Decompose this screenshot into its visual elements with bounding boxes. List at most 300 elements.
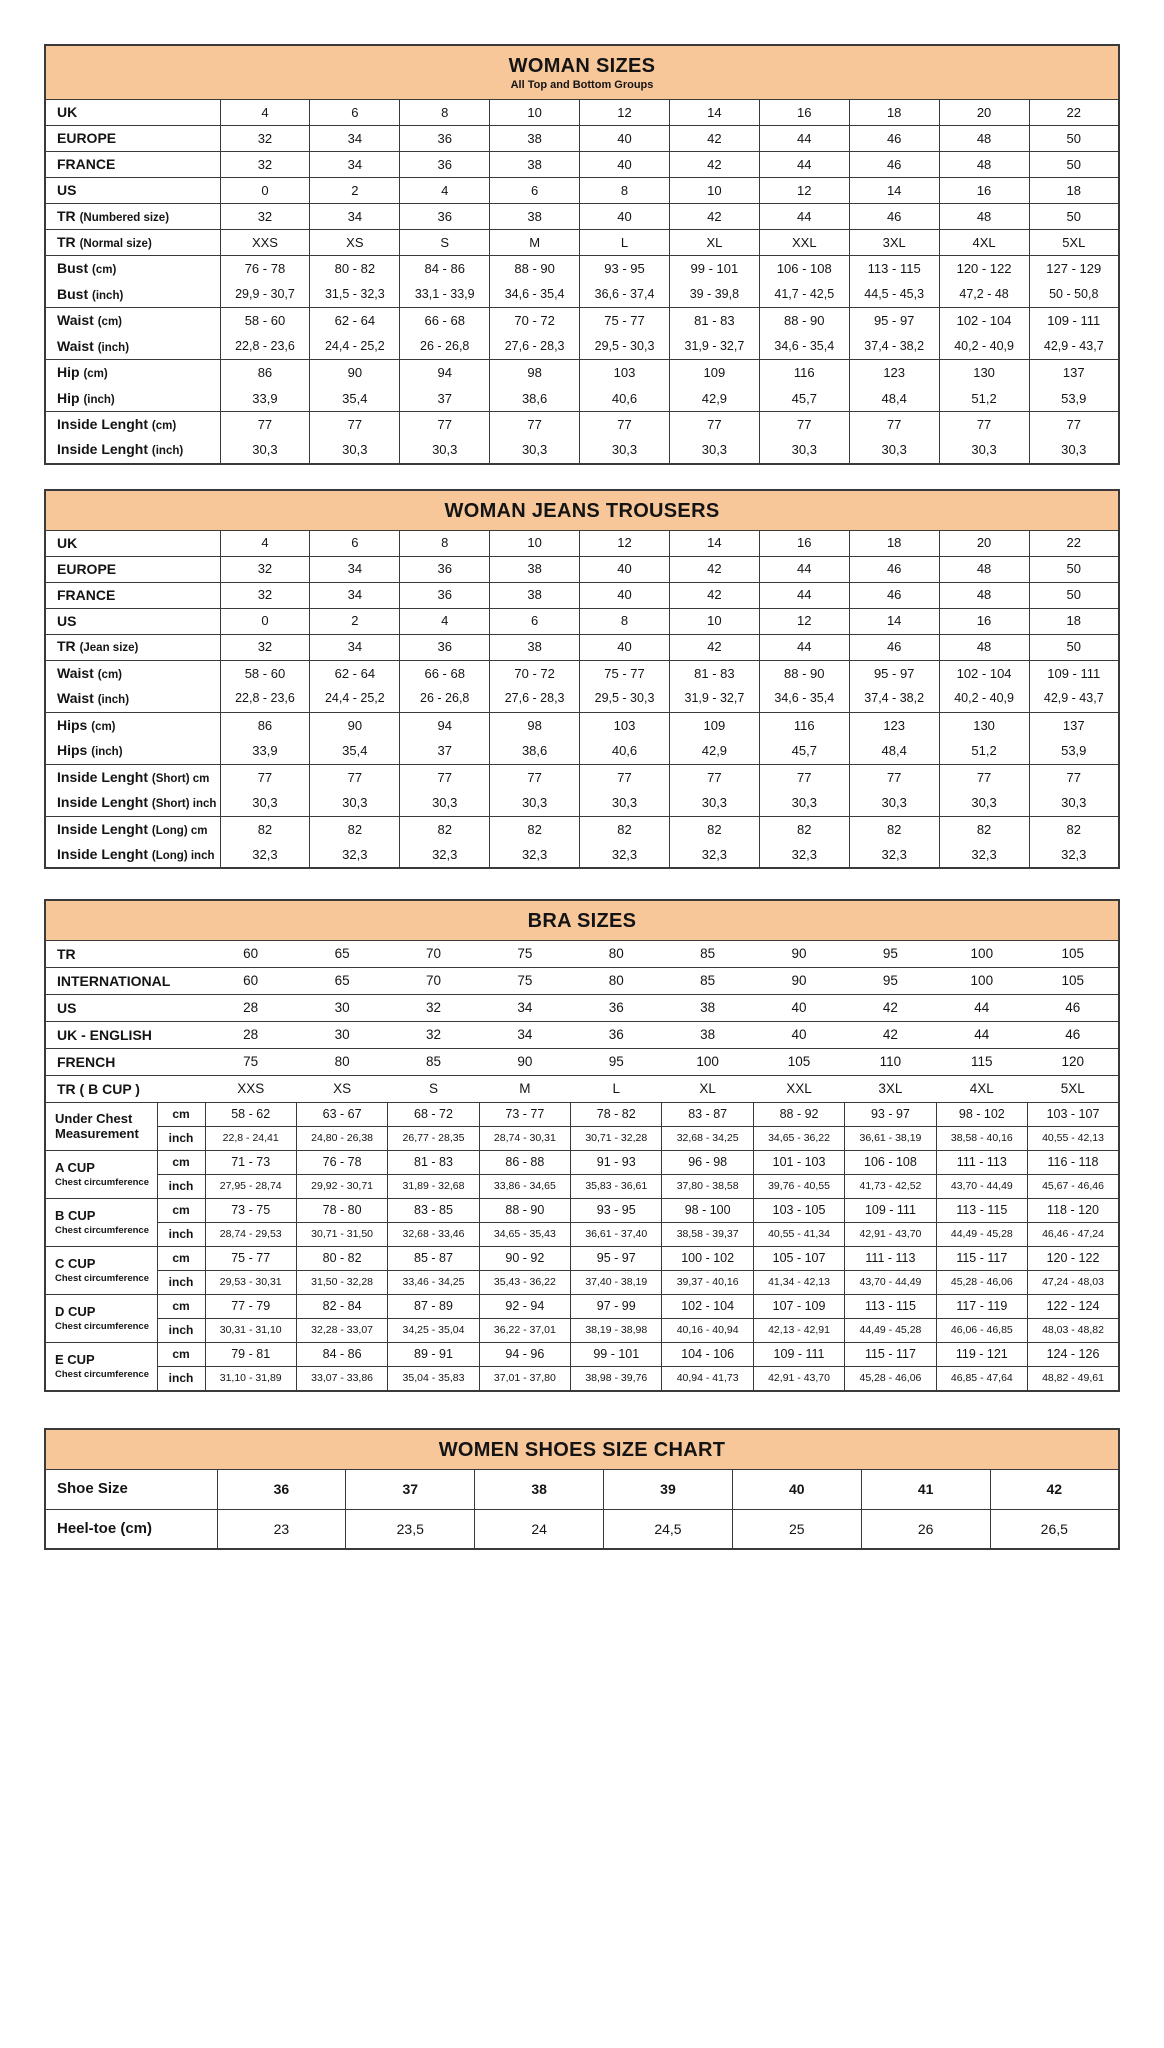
row-label: INTERNATIONAL [57, 972, 171, 989]
value-cell: 82 [310, 816, 400, 842]
value-cell: 103 - 107 [1028, 1103, 1119, 1127]
value-cell: 60 [243, 946, 259, 962]
row-label-text: Hip [57, 389, 84, 406]
row-label: EUROPE [45, 556, 220, 582]
value-cell: 37 [400, 738, 490, 764]
cup-label [45, 1103, 157, 1151]
value-cell: 35,4 [310, 386, 400, 412]
value-cell: 38,6 [490, 738, 580, 764]
value-cell: 90 [310, 712, 400, 738]
value-cell: 30,3 [220, 438, 310, 464]
value-cell: 32 [220, 556, 310, 582]
value-cell: 80 [334, 1054, 350, 1070]
cup-label [45, 1199, 157, 1247]
value-cell: 27,95 - 28,74 [205, 1175, 296, 1199]
value-cell: 36 [400, 582, 490, 608]
value-cell: 40 [791, 1000, 807, 1016]
table-row [45, 1509, 1119, 1549]
cup-name: C CUP [55, 1256, 96, 1272]
value-cell: 53,9 [1029, 738, 1119, 764]
value-cell: 30,3 [490, 790, 580, 816]
value-cell: 14 [669, 100, 759, 126]
table-row [45, 1103, 1119, 1127]
cup-sublabel: Chest circumference [55, 1224, 149, 1236]
value-cell: 115 - 117 [845, 1343, 936, 1367]
value-cell: 39,76 - 40,55 [753, 1175, 844, 1199]
table-row [45, 1367, 1119, 1391]
table-row [45, 712, 1119, 738]
value-cell: 40,6 [580, 386, 670, 412]
row-label [45, 334, 220, 360]
table-row [45, 1247, 1119, 1271]
value-cell: 77 [400, 412, 490, 438]
value-cell: 38 [490, 634, 580, 660]
value-cell: 77 [310, 412, 400, 438]
value-cell: 16 [939, 608, 1029, 634]
value-cell: 102 - 104 [939, 660, 1029, 686]
value-cell: 44 [759, 152, 849, 178]
value-cell: 77 [849, 412, 939, 438]
row-label-note: (Numbered size) [79, 211, 170, 224]
value-cell: 22 [1029, 100, 1119, 126]
value-cell: 77 [669, 412, 759, 438]
value-cell: 48,4 [849, 738, 939, 764]
value-cell: 42 [669, 582, 759, 608]
value-cell: 45,7 [759, 738, 849, 764]
row-label-note: (inch) [83, 393, 115, 406]
table-row [45, 1199, 1119, 1223]
value-cell: 110 [879, 1054, 902, 1070]
value-cell: 33,9 [220, 738, 310, 764]
value-cell: 30,3 [1029, 438, 1119, 464]
value-cell: 30,71 - 32,28 [571, 1127, 662, 1151]
value-cell: 77 [759, 412, 849, 438]
row-label-text: Waist [57, 690, 98, 707]
value-cell: 95 - 97 [849, 660, 939, 686]
value-cell: 39 [604, 1469, 733, 1509]
value-cell: 42 [669, 556, 759, 582]
value-cell: 38 [490, 582, 580, 608]
value-cell: 23,5 [346, 1509, 475, 1549]
value-cell: 78 - 80 [296, 1199, 387, 1223]
value-cell: 86 - 88 [479, 1151, 570, 1175]
value-cell: 27,6 - 28,3 [490, 686, 580, 712]
value-cell: 34,6 - 35,4 [759, 334, 849, 360]
table-row [45, 100, 1119, 126]
row-label-note: (inch) [151, 445, 184, 458]
value-cell: 116 - 118 [1028, 1151, 1119, 1175]
value-cell: 80 - 82 [310, 256, 400, 282]
value-cell: 2 [310, 608, 400, 634]
value-cell: 34 [310, 126, 400, 152]
value-cell: 30,3 [669, 790, 759, 816]
value-cell: 82 [669, 816, 759, 842]
value-cell: 28 [243, 1000, 259, 1016]
value-cell: 31,9 - 32,7 [669, 334, 759, 360]
unit-cm-label: cm [157, 1247, 205, 1271]
value-cell: 70 - 72 [490, 308, 580, 334]
row-label-note: (inch) [91, 746, 123, 759]
value-cell: 97 - 99 [571, 1295, 662, 1319]
value-cell: 48,4 [849, 386, 939, 412]
value-cell: 20 [939, 100, 1029, 126]
value-cell: 95 - 97 [571, 1247, 662, 1271]
value-cell: 29,9 - 30,7 [220, 282, 310, 308]
value-cell: 30,3 [580, 438, 670, 464]
value-cell: 46 [849, 634, 939, 660]
row-label-text: Inside Lenght [57, 845, 152, 862]
unit-cm-label: cm [157, 1151, 205, 1175]
value-cell: 42 [669, 152, 759, 178]
value-cell: 46 [849, 582, 939, 608]
value-cell: 38 [475, 1469, 604, 1509]
table-row [45, 1319, 1119, 1343]
value-cell: 109 - 111 [1029, 308, 1119, 334]
value-cell: 117 - 119 [936, 1295, 1027, 1319]
value-cell: 38,19 - 38,98 [571, 1319, 662, 1343]
value-cell: 40,16 - 40,94 [662, 1319, 753, 1343]
row-label [45, 738, 220, 764]
table-row [45, 1175, 1119, 1199]
value-cell: 32,3 [580, 842, 670, 868]
table-row [45, 1295, 1119, 1319]
table-row [45, 308, 1119, 334]
value-cell: 30 [334, 1000, 350, 1016]
value-cell: 30,3 [939, 438, 1029, 464]
unit-cm-label: cm [157, 1343, 205, 1367]
value-cell: 115 - 117 [936, 1247, 1027, 1271]
value-cell: L [612, 1081, 621, 1097]
value-cell: 48 [939, 582, 1029, 608]
value-cell: 38,98 - 39,76 [571, 1367, 662, 1391]
row-label-text: Inside Lenght [57, 820, 152, 837]
row-label: TR [57, 945, 76, 962]
value-cell: 10 [490, 530, 580, 556]
value-cell: 124 - 126 [1028, 1343, 1119, 1367]
value-cell: 82 - 84 [296, 1295, 387, 1319]
value-cell: 12 [580, 100, 670, 126]
table-subtitle: All Top and Bottom Groups [510, 79, 654, 91]
value-cell: 32 [220, 582, 310, 608]
value-cell: 90 - 92 [479, 1247, 570, 1271]
row-label-note: (cm) [83, 368, 108, 381]
value-cell: 119 - 121 [936, 1343, 1027, 1367]
value-cell: 38 [700, 1000, 716, 1016]
value-cell: 30,3 [400, 790, 490, 816]
table-row [45, 790, 1119, 816]
value-cell: 81 - 83 [669, 308, 759, 334]
value-cell: 77 [1029, 412, 1119, 438]
value-cell: 4 [400, 608, 490, 634]
value-cell: 5XL [1060, 1081, 1085, 1097]
value-cell: 40,2 - 40,9 [939, 686, 1029, 712]
value-cell: 29,53 - 30,31 [205, 1271, 296, 1295]
value-cell: 46 [849, 152, 939, 178]
value-cell: 68 - 72 [388, 1103, 479, 1127]
value-cell: 34 [517, 1000, 533, 1016]
value-cell: 116 [759, 360, 849, 386]
value-cell: XS [310, 230, 400, 256]
value-cell: 30,71 - 31,50 [296, 1223, 387, 1247]
value-cell: XXS [237, 1081, 265, 1097]
table-row [45, 230, 1119, 256]
value-cell: 103 - 105 [753, 1199, 844, 1223]
value-cell: 109 - 111 [845, 1199, 936, 1223]
value-cell: 90 [791, 973, 807, 989]
value-cell: 94 [400, 360, 490, 386]
woman-jeans-trousers-table [44, 489, 1120, 870]
table-title-band [45, 45, 1119, 100]
value-cell: 98 [490, 360, 580, 386]
value-cell: 85 [700, 973, 716, 989]
value-cell: 46,85 - 47,64 [936, 1367, 1027, 1391]
value-cell: 30,3 [310, 438, 400, 464]
unit-cm-label: cm [157, 1295, 205, 1319]
cup-label [45, 1151, 157, 1199]
value-cell: 103 [580, 712, 670, 738]
value-cell: 50 [1029, 634, 1119, 660]
value-cell: 40 [580, 152, 670, 178]
cup-name: E CUP [55, 1351, 95, 1367]
value-cell: 34 [517, 1027, 533, 1043]
value-cell: 77 - 79 [205, 1295, 296, 1319]
table-row [45, 126, 1119, 152]
value-cell: 120 - 122 [1028, 1247, 1119, 1271]
unit-cm-label: cm [157, 1199, 205, 1223]
value-cell: 5XL [1029, 230, 1119, 256]
row-label: UK [45, 530, 220, 556]
value-cell: 42,91 - 43,70 [753, 1367, 844, 1391]
value-cell: 43,70 - 44,49 [845, 1271, 936, 1295]
value-cell: 77 [220, 764, 310, 790]
value-cell: 78 - 82 [571, 1103, 662, 1127]
value-cell: 48 [939, 126, 1029, 152]
value-cell: 48,03 - 48,82 [1028, 1319, 1119, 1343]
value-cell: 24,80 - 26,38 [296, 1127, 387, 1151]
value-cell: 30,3 [310, 790, 400, 816]
value-cell: 32 [220, 204, 310, 230]
value-cell: 8 [400, 100, 490, 126]
row-label: UK - ENGLISH [57, 1026, 152, 1043]
value-cell: 34 [310, 556, 400, 582]
value-cell: 39 - 39,8 [669, 282, 759, 308]
row-label-note: (cm) [92, 264, 117, 277]
value-cell: 35,04 - 35,83 [388, 1367, 479, 1391]
value-cell: 77 [669, 764, 759, 790]
value-cell: 36 [400, 126, 490, 152]
value-cell: 88 - 90 [490, 256, 580, 282]
value-cell: 29,5 - 30,3 [580, 334, 670, 360]
value-cell: 58 - 60 [220, 308, 310, 334]
value-cell: 66 - 68 [400, 308, 490, 334]
row-label [45, 660, 220, 686]
value-cell: 98 - 102 [936, 1103, 1027, 1127]
value-cell: 46,06 - 46,85 [936, 1319, 1027, 1343]
value-cell: 32,3 [669, 842, 759, 868]
value-cell: 91 - 93 [571, 1151, 662, 1175]
unit-inch-label: inch [157, 1367, 205, 1391]
value-cell: 47,24 - 48,03 [1028, 1271, 1119, 1295]
value-cell: 107 - 109 [753, 1295, 844, 1319]
value-cell: 40 [732, 1469, 861, 1509]
table-row [45, 438, 1119, 464]
value-cell: 29,5 - 30,3 [580, 686, 670, 712]
value-cell: 50 [1029, 204, 1119, 230]
value-cell: 40,2 - 40,9 [939, 334, 1029, 360]
cup-label [45, 1343, 157, 1391]
value-cell: 23 [217, 1509, 346, 1549]
value-cell: 36 [400, 556, 490, 582]
row-label-text: Waist [57, 337, 98, 354]
value-cell: XXL [786, 1081, 812, 1097]
value-cell: 90 [517, 1054, 533, 1070]
row-label [45, 386, 220, 412]
row-label-text: Inside Lenght [57, 416, 152, 433]
value-cell: 36 [400, 634, 490, 660]
unit-inch-label: inch [157, 1223, 205, 1247]
value-cell: 22,8 - 23,6 [220, 686, 310, 712]
cup-name: A CUP [55, 1160, 95, 1176]
row-label-note: (Normal size) [79, 237, 152, 250]
table-row [45, 764, 1119, 790]
value-cell: 27,6 - 28,3 [490, 334, 580, 360]
value-cell: 84 - 86 [400, 256, 490, 282]
value-cell: 77 [310, 764, 400, 790]
value-cell: 130 [939, 360, 1029, 386]
value-cell: 18 [849, 100, 939, 126]
value-cell: 40 [791, 1027, 807, 1043]
row-label [45, 712, 220, 738]
value-cell: 38 [700, 1027, 716, 1043]
row-label [45, 412, 220, 438]
value-cell: 42,9 - 43,7 [1029, 334, 1119, 360]
value-cell: 26 - 26,8 [400, 334, 490, 360]
value-cell: 30,3 [759, 790, 849, 816]
value-cell: 32,28 - 33,07 [296, 1319, 387, 1343]
value-cell: 100 [970, 946, 994, 962]
value-cell: 4 [220, 530, 310, 556]
value-cell: 35,43 - 36,22 [479, 1271, 570, 1295]
table-row [45, 968, 1119, 995]
table-row [45, 334, 1119, 360]
value-cell: 50 [1029, 152, 1119, 178]
table-row [45, 1469, 1119, 1509]
row-label-text: Hips [57, 716, 92, 733]
value-cell: XL [669, 230, 759, 256]
value-cell: 82 [849, 816, 939, 842]
value-cell: 44 [974, 1000, 990, 1016]
value-cell: 32,3 [1029, 842, 1119, 868]
row-label-note: (inch) [92, 289, 124, 302]
row-label: UK [45, 100, 220, 126]
value-cell: 48 [939, 152, 1029, 178]
value-cell: 105 [787, 1054, 811, 1070]
value-cell: 105 [1061, 946, 1085, 962]
unit-inch-label: inch [157, 1127, 205, 1151]
value-cell: S [428, 1081, 438, 1097]
value-cell: 113 - 115 [849, 256, 939, 282]
value-cell: 86 [220, 712, 310, 738]
value-cell: 37,01 - 37,80 [479, 1367, 570, 1391]
table-row [45, 386, 1119, 412]
value-cell: 42,9 [669, 738, 759, 764]
value-cell: 109 - 111 [1029, 660, 1119, 686]
value-cell: 102 - 104 [939, 308, 1029, 334]
cup-name: B CUP [55, 1208, 96, 1224]
value-cell: 95 [882, 946, 898, 962]
value-cell: 35,4 [310, 738, 400, 764]
value-cell: 42,13 - 42,91 [753, 1319, 844, 1343]
value-cell: 104 - 106 [662, 1343, 753, 1367]
value-cell: 31,10 - 31,89 [205, 1367, 296, 1391]
value-cell: 22 [1029, 530, 1119, 556]
cup-label [45, 1295, 157, 1343]
value-cell: 73 - 75 [205, 1199, 296, 1223]
value-cell: 38 [490, 126, 580, 152]
value-cell: 38,6 [490, 386, 580, 412]
value-cell: 30,3 [849, 790, 939, 816]
value-cell: XXL [759, 230, 849, 256]
row-label [45, 230, 220, 256]
value-cell: 14 [849, 178, 939, 204]
row-label-text: Waist [57, 312, 98, 329]
value-cell: 46 [1065, 1027, 1081, 1043]
value-cell: 4 [400, 178, 490, 204]
value-cell: 90 [791, 946, 807, 962]
value-cell: 37,4 - 38,2 [849, 686, 939, 712]
table-row [45, 941, 1119, 968]
value-cell: 46 [1065, 1000, 1081, 1016]
value-cell: 42 [882, 1000, 898, 1016]
value-cell: 65 [334, 973, 350, 989]
value-cell: 32,68 - 33,46 [388, 1223, 479, 1247]
value-cell: 8 [580, 608, 670, 634]
value-cell: 103 [580, 360, 670, 386]
value-cell: 40 [580, 204, 670, 230]
row-label-text: TR [57, 207, 80, 224]
value-cell: 94 [400, 712, 490, 738]
table-title-row [45, 490, 1119, 531]
value-cell: XXS [220, 230, 310, 256]
value-cell: 3XL [849, 230, 939, 256]
value-cell: 29,92 - 30,71 [296, 1175, 387, 1199]
value-cell: 89 - 91 [388, 1343, 479, 1367]
value-cell: 10 [669, 608, 759, 634]
value-cell: 12 [580, 530, 670, 556]
value-cell: 42,91 - 43,70 [845, 1223, 936, 1247]
value-cell: 113 - 115 [936, 1199, 1027, 1223]
value-cell: 12 [759, 608, 849, 634]
value-cell: 43,70 - 44,49 [936, 1175, 1027, 1199]
value-cell: 109 [669, 360, 759, 386]
value-cell: 14 [669, 530, 759, 556]
value-cell: 40,55 - 42,13 [1028, 1127, 1119, 1151]
table-title: WOMAN SIZES [508, 55, 656, 77]
value-cell: 77 [400, 764, 490, 790]
row-label-note: (inch) [97, 341, 130, 354]
value-cell: 84 - 86 [296, 1343, 387, 1367]
value-cell: 130 [939, 712, 1029, 738]
value-cell: 30 [334, 1027, 350, 1043]
value-cell: 31,89 - 32,68 [388, 1175, 479, 1199]
value-cell: 47,2 - 48 [939, 282, 1029, 308]
value-cell: 87 - 89 [388, 1295, 479, 1319]
value-cell: 122 - 124 [1028, 1295, 1119, 1319]
value-cell: 93 - 95 [580, 256, 670, 282]
value-cell: 51,2 [939, 386, 1029, 412]
row-label: US [57, 999, 77, 1016]
value-cell: 99 - 101 [571, 1343, 662, 1367]
